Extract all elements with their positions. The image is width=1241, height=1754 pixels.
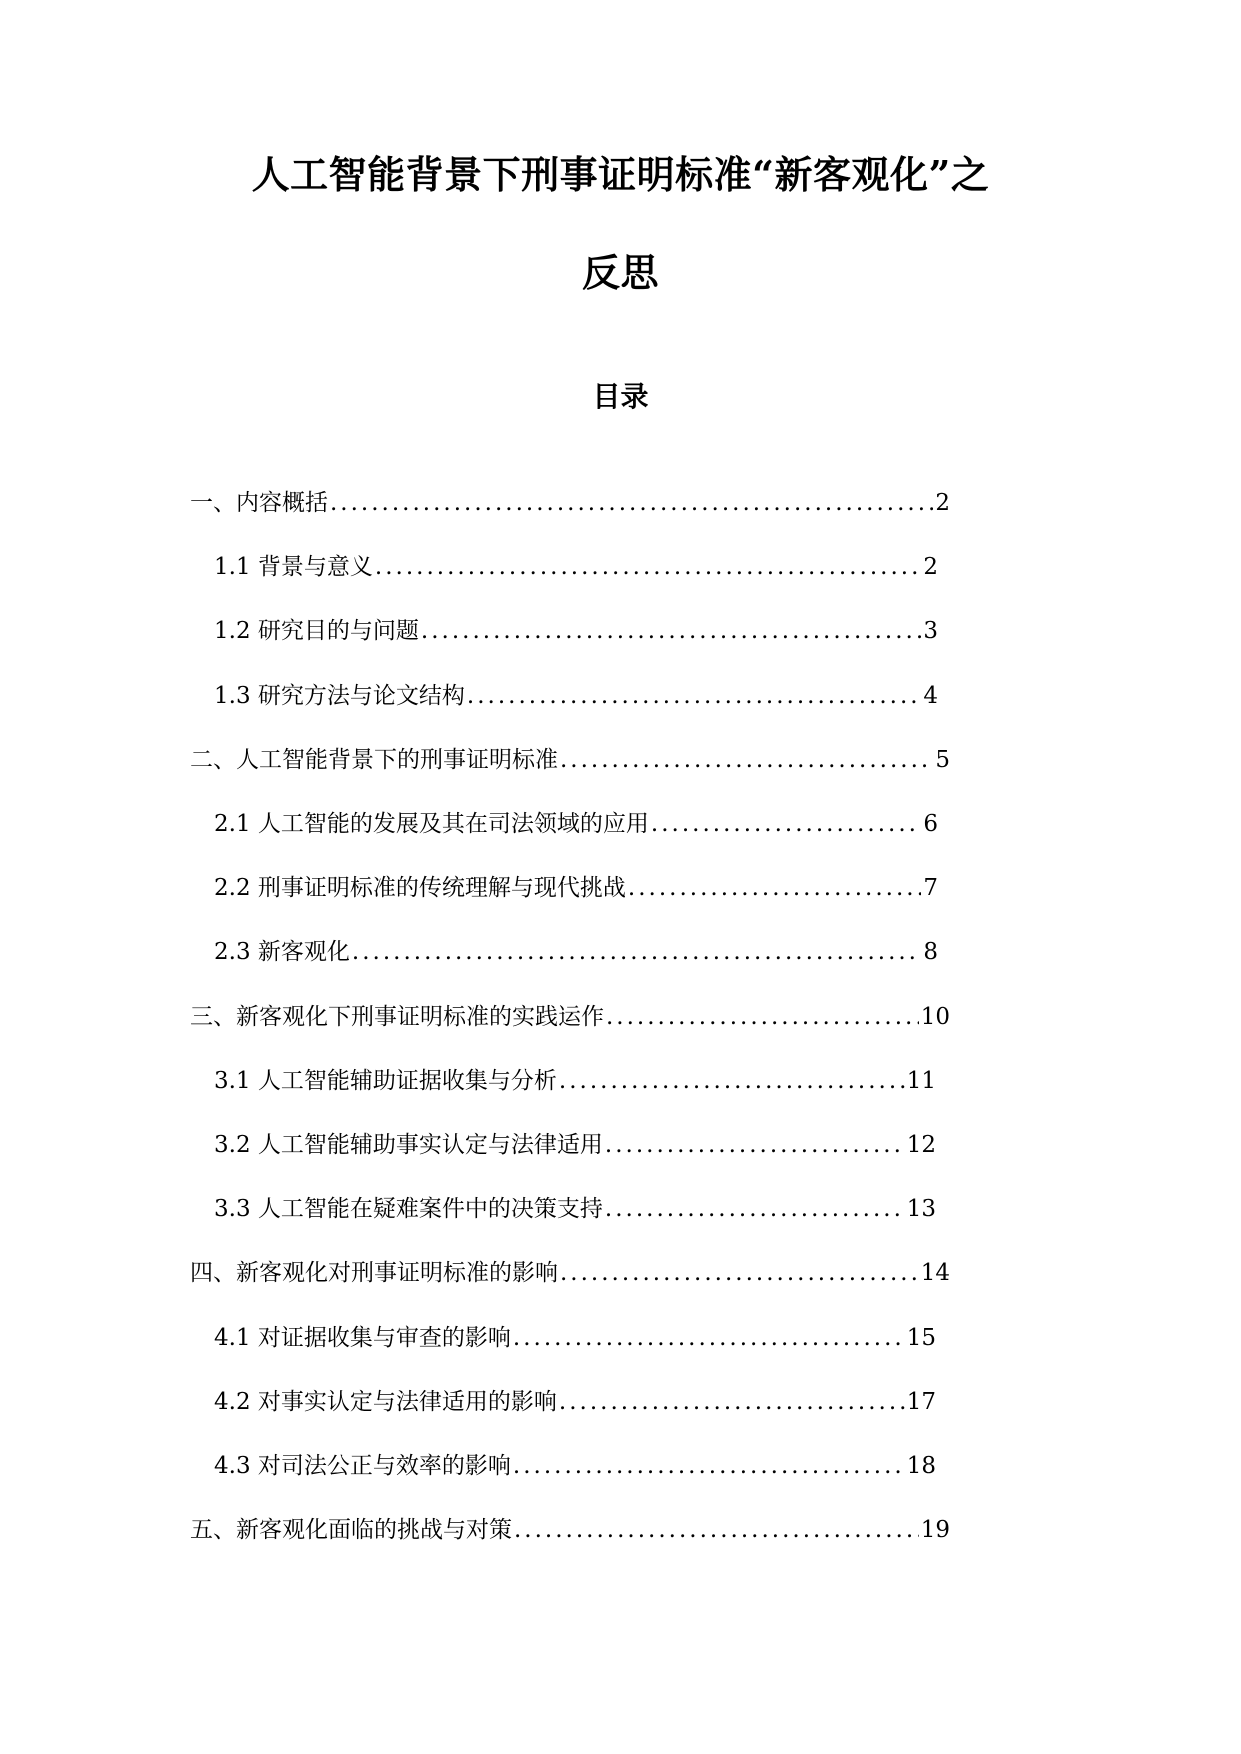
toc-entry-label: 4.3 对司法公正与效率的影响 (214, 1453, 511, 1479)
toc-entry[interactable] (214, 1194, 936, 1224)
toc-dot-leader (352, 937, 921, 967)
toc-entry-label: 1.1 背景与意义 (214, 554, 373, 580)
toc-dot-leader (513, 1323, 905, 1353)
toc-heading: 目录 (592, 380, 649, 413)
toc-entry-label: 2.1 人工智能的发展及其在司法领域的应用 (214, 811, 649, 837)
toc-entry[interactable] (190, 1002, 950, 1032)
toc-entry-page-number: 19 (920, 1517, 950, 1543)
toc-entry-page-number: 17 (906, 1389, 936, 1415)
toc-entry-page-number: 2 (935, 490, 950, 516)
toc-entry-page-number: 11 (906, 1068, 936, 1094)
toc-entry-label: 1.3 研究方法与论文结构 (214, 683, 465, 709)
toc-dot-leader (559, 1066, 905, 1096)
toc-dot-leader (559, 1387, 905, 1417)
toc-entry-label: 二、人工智能背景下的刑事证明标准 (190, 747, 558, 773)
toc-entry[interactable] (190, 1258, 950, 1288)
toc-entry[interactable] (214, 1323, 936, 1353)
toc-entry[interactable] (214, 616, 938, 646)
toc-entry-page-number: 4 (923, 683, 938, 709)
toc-dot-leader (628, 873, 921, 903)
toc-entry[interactable] (214, 1387, 936, 1417)
document-title-line-1: 人工智能背景下刑事证明标准“新客观化”之 (251, 152, 990, 197)
toc-dot-leader (606, 1002, 919, 1032)
toc-entry-label: 一、内容概括 (190, 490, 328, 516)
toc-entry-label: 1.2 研究目的与问题 (214, 618, 419, 644)
toc-entry-page-number: 13 (906, 1196, 936, 1222)
toc-dot-leader (560, 1258, 919, 1288)
toc-entry-label: 2.2 刑事证明标准的传统理解与现代挑战 (214, 875, 626, 901)
toc-entry-label: 3.2 人工智能辅助事实认定与法律适用 (214, 1132, 603, 1158)
toc-entry-label: 四、新客观化对刑事证明标准的影响 (190, 1260, 558, 1286)
toc-entry-page-number: 15 (906, 1325, 936, 1351)
toc-entry[interactable] (190, 488, 950, 518)
toc-entry-label: 三、新客观化下刑事证明标准的实践运作 (190, 1004, 604, 1030)
toc-dot-leader (375, 552, 921, 582)
toc-entry-page-number: 2 (923, 554, 938, 580)
toc-entry[interactable] (190, 1515, 950, 1545)
toc-dot-leader (467, 681, 921, 711)
toc-entry-page-number: 10 (920, 1004, 950, 1030)
toc-entry-label: 五、新客观化面临的挑战与对策 (190, 1517, 512, 1543)
toc-entry[interactable] (190, 745, 950, 775)
toc-entry-page-number: 3 (923, 618, 938, 644)
document-title-line-2: 反思 (581, 250, 659, 295)
toc-entry-label: 2.3 新客观化 (214, 939, 350, 965)
toc-entry-page-number: 6 (923, 811, 938, 837)
toc-entry-page-number: 7 (923, 875, 938, 901)
toc-entry[interactable] (214, 1130, 936, 1160)
toc-dot-leader (330, 488, 933, 518)
toc-entry-label: 3.3 人工智能在疑难案件中的决策支持 (214, 1196, 603, 1222)
toc-dot-leader (513, 1451, 905, 1481)
toc-entry-label: 4.1 对证据收集与审查的影响 (214, 1325, 511, 1351)
toc-entry[interactable] (214, 873, 938, 903)
toc-entry-page-number: 12 (906, 1132, 936, 1158)
toc-dot-leader (560, 745, 933, 775)
toc-entry[interactable] (214, 681, 938, 711)
toc-entry[interactable] (214, 1451, 936, 1481)
toc-dot-leader (514, 1515, 919, 1545)
toc-entry-page-number: 18 (906, 1453, 936, 1479)
toc-entry-page-number: 8 (923, 939, 938, 965)
toc-dot-leader (421, 616, 921, 646)
toc-entry-page-number: 14 (920, 1260, 950, 1286)
toc-dot-leader (605, 1194, 905, 1224)
toc-entry[interactable] (214, 552, 938, 582)
toc-entry-page-number: 5 (935, 747, 950, 773)
toc-dot-leader (651, 809, 921, 839)
toc-entry[interactable] (214, 937, 938, 967)
toc-entry-label: 3.1 人工智能辅助证据收集与分析 (214, 1068, 557, 1094)
toc-entry-label: 4.2 对事实认定与法律适用的影响 (214, 1389, 557, 1415)
toc-dot-leader (605, 1130, 905, 1160)
toc-entry[interactable] (214, 1066, 936, 1096)
toc-entry[interactable] (214, 809, 938, 839)
